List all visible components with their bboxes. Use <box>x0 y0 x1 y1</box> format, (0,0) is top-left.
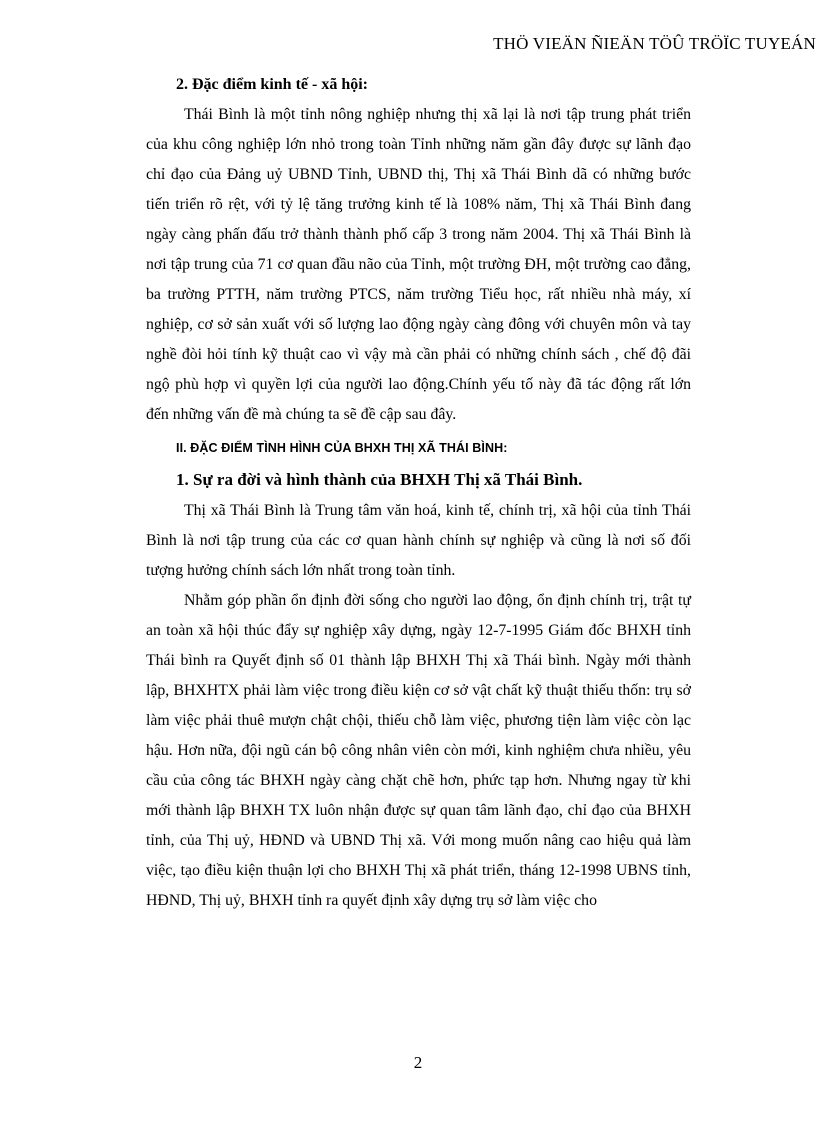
paragraph-economy: Thái Bình là một tỉnh nông nghiệp nhưng thị xã lại là nơi tập trung phát triển của khu công nghiệp lớn nhỏ trong toàn Tỉnh những năm gần đây được sự lãnh đạo chỉ đạo của Đảng uỷ UBND Tỉnh, UBND thị, Thị xã Thái Bình dã có những bước tiến triển rõ rệt, với tỷ lệ tăng trưởng kinh tế là 108% năm, Thị xã Thái Bình đang ngày càng phấn đấu trở thành thành phố cấp 3 trong năm 2004. Thị xã Thái Bình là nơi tập trung của 71 cơ quan đầu não của Tỉnh, một trường ĐH, một trường cao đẳng, ba trường PTTH, năm trường PTCS, năm trường Tiểu học, rất nhiều nhà máy, xí nghiệp, cơ sở sản xuất với số lượng lao động ngày càng đông với chuyên môn và tay nghề đòi hỏi tính kỹ thuật cao vì vậy mà cần phải có những chính sách , chế độ đãi ngộ phù hợp vì quyền lợi của người lao động.Chính yếu tố này đã tác động rất lớn đến những vấn đề mà chúng ta sẽ đề cập sau đây. <box>146 106 691 423</box>
subsection-heading-origin: 1. Sự ra đời và hình thành của BHXH Thị xã Thái Bình. <box>176 470 583 489</box>
paragraph-origin-2: Nhằm góp phần ổn định đời sống cho người lao động, ổn định chính trị, trật tự an toàn xã hội thúc đẩy sự nghiệp xây dựng, ngày 12-7-1995 Giám đốc BHXH tỉnh Thái bình ra Quyết định số 01 thành lập BHXH Thị xã Thái bình. Ngày mới thành lập, BHXHTX phải làm việc trong điều kiện cơ sở vật chất kỹ thuật thiếu thốn: trụ sở làm việc phải thuê mượn chật chội, thiếu chỗ làm việc, phương tiện làm việc còn lạc hậu. Hơn nữa, đội ngũ cán bộ công nhân viên còn mới, kinh nghiệm chưa nhiều, yêu cầu của công tác BHXH ngày càng chặt chẽ hơn, phức tạp hơn. Nhưng ngay từ khi mới thành lập BHXH TX luôn nhận được sự quan tâm lãnh đạo, chỉ đạo của BHXH tỉnh, của Thị uỷ, HĐND và UBND Thị xã. Với mong muốn nâng cao hiệu quả làm việc, tạo điều kiện thuận lợi cho BHXH Thị xã phát triển, tháng 12-1998 UBNS tỉnh, HĐND, Thị uỷ, BHXH tỉnh ra quyết định xây dựng trụ sở làm việc cho <box>146 592 691 909</box>
section-heading-bhxh: II. ĐẶC ĐIỂM TÌNH HÌNH CỦA BHXH THỊ XÃ THÁI BÌNH: <box>176 441 508 455</box>
section-heading-economy: 2. Đặc điểm kinh tế - xã hội: <box>176 76 368 93</box>
page-body <box>146 70 691 916</box>
page-number: 2 <box>413 1053 423 1072</box>
paragraph-origin-1: Thị xã Thái Bình là Trung tâm văn hoá, kinh tế, chính trị, xã hội của tỉnh Thái Bình là nơi tập trung của các cơ quan hành chính sự nghiệp và cũng là nơi số đối tượng hưởng chính sách lớn nhất trong toàn tỉnh. <box>146 502 691 579</box>
page-header: THÖ VIEÄN ÑIEÄN TÖÛ TRÖÏC TUYEÁN <box>493 34 816 53</box>
